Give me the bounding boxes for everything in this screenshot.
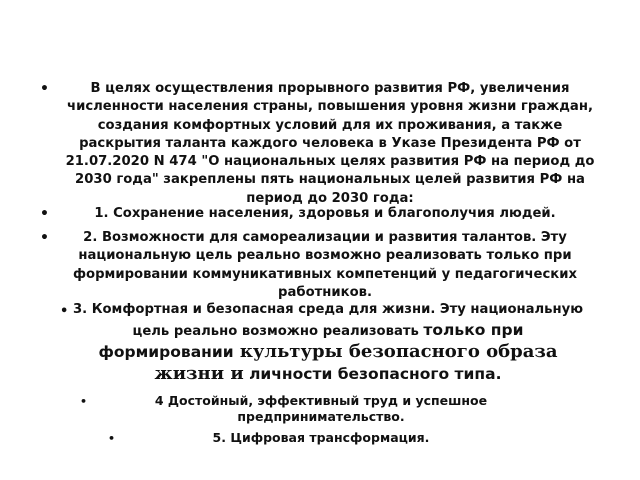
goal-4-text: 4 Достойный, эффективный труд и успешное предпринимательство. [154, 393, 488, 424]
intro-text: В целях осуществления прорывного развития РФ, увеличения численности населения страны, повышения уровня жизни граждан, создания комфортных условий для их проживания, а также раскрытия таланта каждого человека в Указе Президента РФ от 21.07.2020 N 474 "О национальных целях развития РФ на период до 2030 года" закреплены пять национальных целей развития РФ на период до 2030 года: [65, 81, 595, 206]
bullet-list-intro [36, 80, 606, 208]
bullet-list-goal-2 [36, 229, 606, 302]
goal-3-text-part-2: только при формировании [98, 321, 524, 361]
goal-5-text: 5. Цифровая трансформация. [212, 430, 430, 445]
goal-3-text-part-1: 3. Комфортная и безопасная среда для жизни. Эту национальную цель реально возможно реализовать [72, 302, 584, 339]
list-item-goal-4 [36, 393, 606, 425]
list-item-goal-1 [36, 205, 606, 223]
bullet-list-goal-1 [36, 205, 606, 223]
bullet-icon: • [40, 206, 49, 222]
list-item-goal-5 [36, 430, 606, 446]
list-item-goal-2 [36, 229, 606, 302]
bullet-icon: • [80, 395, 88, 408]
bullet-list-goal-4 [36, 393, 606, 425]
bullet-icon: • [40, 230, 49, 246]
list-item-intro [36, 80, 606, 208]
goal-3-text [36, 300, 606, 386]
bullet-icon: • [60, 304, 69, 319]
goal-1-text: 1. Сохранение населения, здоровья и благополучия людей. [94, 206, 556, 221]
bullet-icon: • [108, 432, 116, 445]
bullet-list-goal-5 [36, 430, 606, 446]
goal-3-text-part-3: культуры безопасного образа жизни и [154, 341, 558, 384]
bullet-list-goal-3 [36, 300, 606, 386]
bullet-icon: • [40, 81, 49, 97]
goal-2-text: 2. Возможности для самореализации и развития талантов. Эту национальную цель реально возможно реализовать только при формировании коммуникативных компетенций у педагогических работников. [72, 230, 578, 300]
list-item-goal-3 [36, 300, 606, 386]
goal-3-text-part-4: личности безопасного типа. [243, 365, 502, 383]
